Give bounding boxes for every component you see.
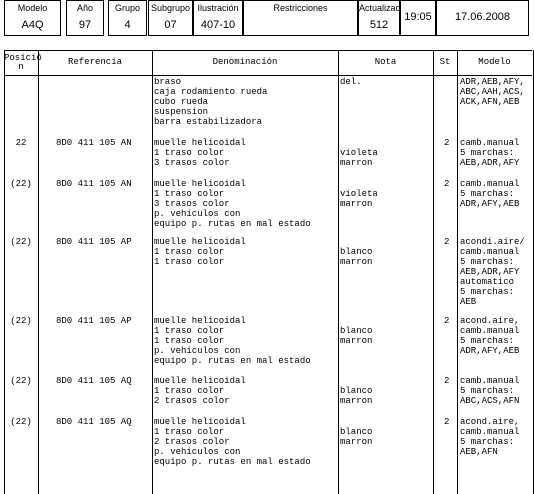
cell-posicion: (22) bbox=[10, 179, 32, 189]
header-ilustracion-label: Ilustración bbox=[197, 3, 239, 13]
col-divider bbox=[338, 50, 339, 494]
cell-posicion: 22 bbox=[15, 138, 27, 148]
cell-modelo: acond.aire, camb.manual 5 marchas: ADR,AFY,AEB bbox=[460, 316, 520, 356]
header-ilustracion bbox=[193, 0, 243, 36]
col-header-denominacion: Denominación bbox=[212, 57, 278, 67]
parts-table bbox=[4, 50, 534, 494]
col-divider bbox=[152, 50, 153, 494]
document-header bbox=[0, 0, 534, 38]
cell-denominacion: braso caja rodamiento rueda cubo rueda suspension barra estabilizadora bbox=[154, 77, 268, 127]
col-header-st: St bbox=[439, 57, 451, 67]
cell-st: 2 bbox=[444, 138, 450, 148]
col-divider bbox=[457, 50, 458, 494]
cell-modelo: camb.manual 5 marchas: AEB,ADR,AFY bbox=[460, 138, 520, 168]
cell-posicion: (22) bbox=[10, 417, 32, 427]
col-header-modelo: Modelo bbox=[478, 57, 511, 67]
header-restricciones bbox=[243, 0, 358, 36]
cell-st: 2 bbox=[444, 376, 450, 386]
header-ano bbox=[66, 0, 104, 36]
cell-referencia: 8D0 411 105 AN bbox=[56, 138, 132, 148]
header-modelo-value: A4Q bbox=[21, 19, 44, 31]
cell-referencia: 8D0 411 105 AQ bbox=[56, 417, 132, 427]
cell-posicion: (22) bbox=[10, 316, 32, 326]
header-actualizac-label: Actualizac bbox=[359, 3, 401, 13]
header-subgrupo-value: 07 bbox=[164, 19, 177, 31]
cell-st: 2 bbox=[444, 316, 450, 326]
cell-nota: blanco marron bbox=[340, 247, 373, 267]
cell-referencia: 8D0 411 105 AP bbox=[56, 237, 132, 247]
cell-st: 2 bbox=[444, 179, 450, 189]
cell-st: 2 bbox=[444, 237, 450, 247]
header-subgrupo bbox=[148, 0, 193, 36]
cell-denominacion: muelle helicoidal 1 traso color 1 traso color bbox=[154, 237, 246, 267]
header-date bbox=[436, 0, 529, 36]
cell-st: 2 bbox=[444, 417, 450, 427]
table-top-border bbox=[4, 50, 532, 51]
header-modelo-label: Modelo bbox=[17, 3, 48, 13]
cell-nota: violeta marron bbox=[340, 148, 378, 168]
header-restricciones-label: Restricciones bbox=[273, 3, 328, 13]
cell-referencia: 8D0 411 105 AP bbox=[56, 316, 132, 326]
cell-denominacion: muelle helicoidal 1 traso color 3 trasos color p. vehiculos con equipo p. rutas en mal estado bbox=[154, 179, 311, 229]
header-grupo bbox=[108, 0, 147, 36]
table-header-border bbox=[4, 75, 532, 76]
cell-nota: blanco marron bbox=[340, 427, 373, 447]
cell-modelo: camb.manual 5 marchas: ADR,AFY,AEB bbox=[460, 179, 520, 209]
header-time bbox=[400, 0, 436, 36]
cell-modelo: ADR,AEB,AFY, ABC,AAH,ACS, ACK,AFN,AEB bbox=[460, 77, 525, 107]
cell-modelo: acond.aire, camb.manual 5 marchas: AEB,AFN bbox=[460, 417, 520, 457]
header-grupo-value: 4 bbox=[124, 19, 131, 31]
cell-nota: blanco marron bbox=[340, 386, 373, 406]
header-ano-value: 97 bbox=[78, 19, 92, 31]
col-divider bbox=[38, 50, 39, 494]
header-ilustracion-value: 407-10 bbox=[200, 19, 236, 31]
cell-denominacion: muelle helicoidal 1 traso color 3 trasos color bbox=[154, 138, 246, 168]
header-ano-label: Año bbox=[76, 3, 93, 13]
col-header-nota: Nota bbox=[374, 57, 397, 67]
cell-referencia: 8D0 411 105 AQ bbox=[56, 376, 132, 386]
cell-referencia: 8D0 411 105 AN bbox=[56, 179, 132, 189]
cell-nota: del. bbox=[340, 77, 362, 87]
col-divider bbox=[433, 50, 434, 494]
col-header-referencia: Referencia bbox=[67, 57, 122, 67]
header-modelo bbox=[4, 0, 61, 36]
header-subgrupo-label: Subgrupo bbox=[150, 3, 191, 13]
cell-nota: violeta marron bbox=[340, 189, 378, 209]
cell-denominacion: muelle helicoidal 1 traso color 2 trasos color bbox=[154, 376, 246, 406]
header-date-value: 17.06.2008 bbox=[454, 11, 511, 23]
header-time-value: 19:05 bbox=[404, 11, 432, 23]
cell-nota: blanco marron bbox=[340, 326, 373, 346]
cell-posicion: (22) bbox=[10, 237, 32, 247]
cell-denominacion: muelle helicoidal 1 traso color 2 trasos color p. vehiculos con equipo p. rutas en mal estado bbox=[154, 417, 311, 467]
col-header-posicion: Posició n bbox=[4, 53, 42, 72]
cell-modelo: acondi.aire/ camb.manual 5 marchas: AEB,ADR,AFY automatico 5 marchas: AEB bbox=[460, 237, 525, 307]
cell-posicion: (22) bbox=[10, 376, 32, 386]
cell-denominacion: muelle helicoidal 1 traso color 1 traso color p. vehiculos con equipo p. rutas en mal estado bbox=[154, 316, 311, 366]
header-actualizac-value: 512 bbox=[369, 19, 389, 31]
cell-modelo: camb.manual 5 marchas: ABC,ACS,AFN bbox=[460, 376, 520, 406]
header-actualizac bbox=[358, 0, 400, 36]
header-grupo-label: Grupo bbox=[114, 3, 140, 13]
